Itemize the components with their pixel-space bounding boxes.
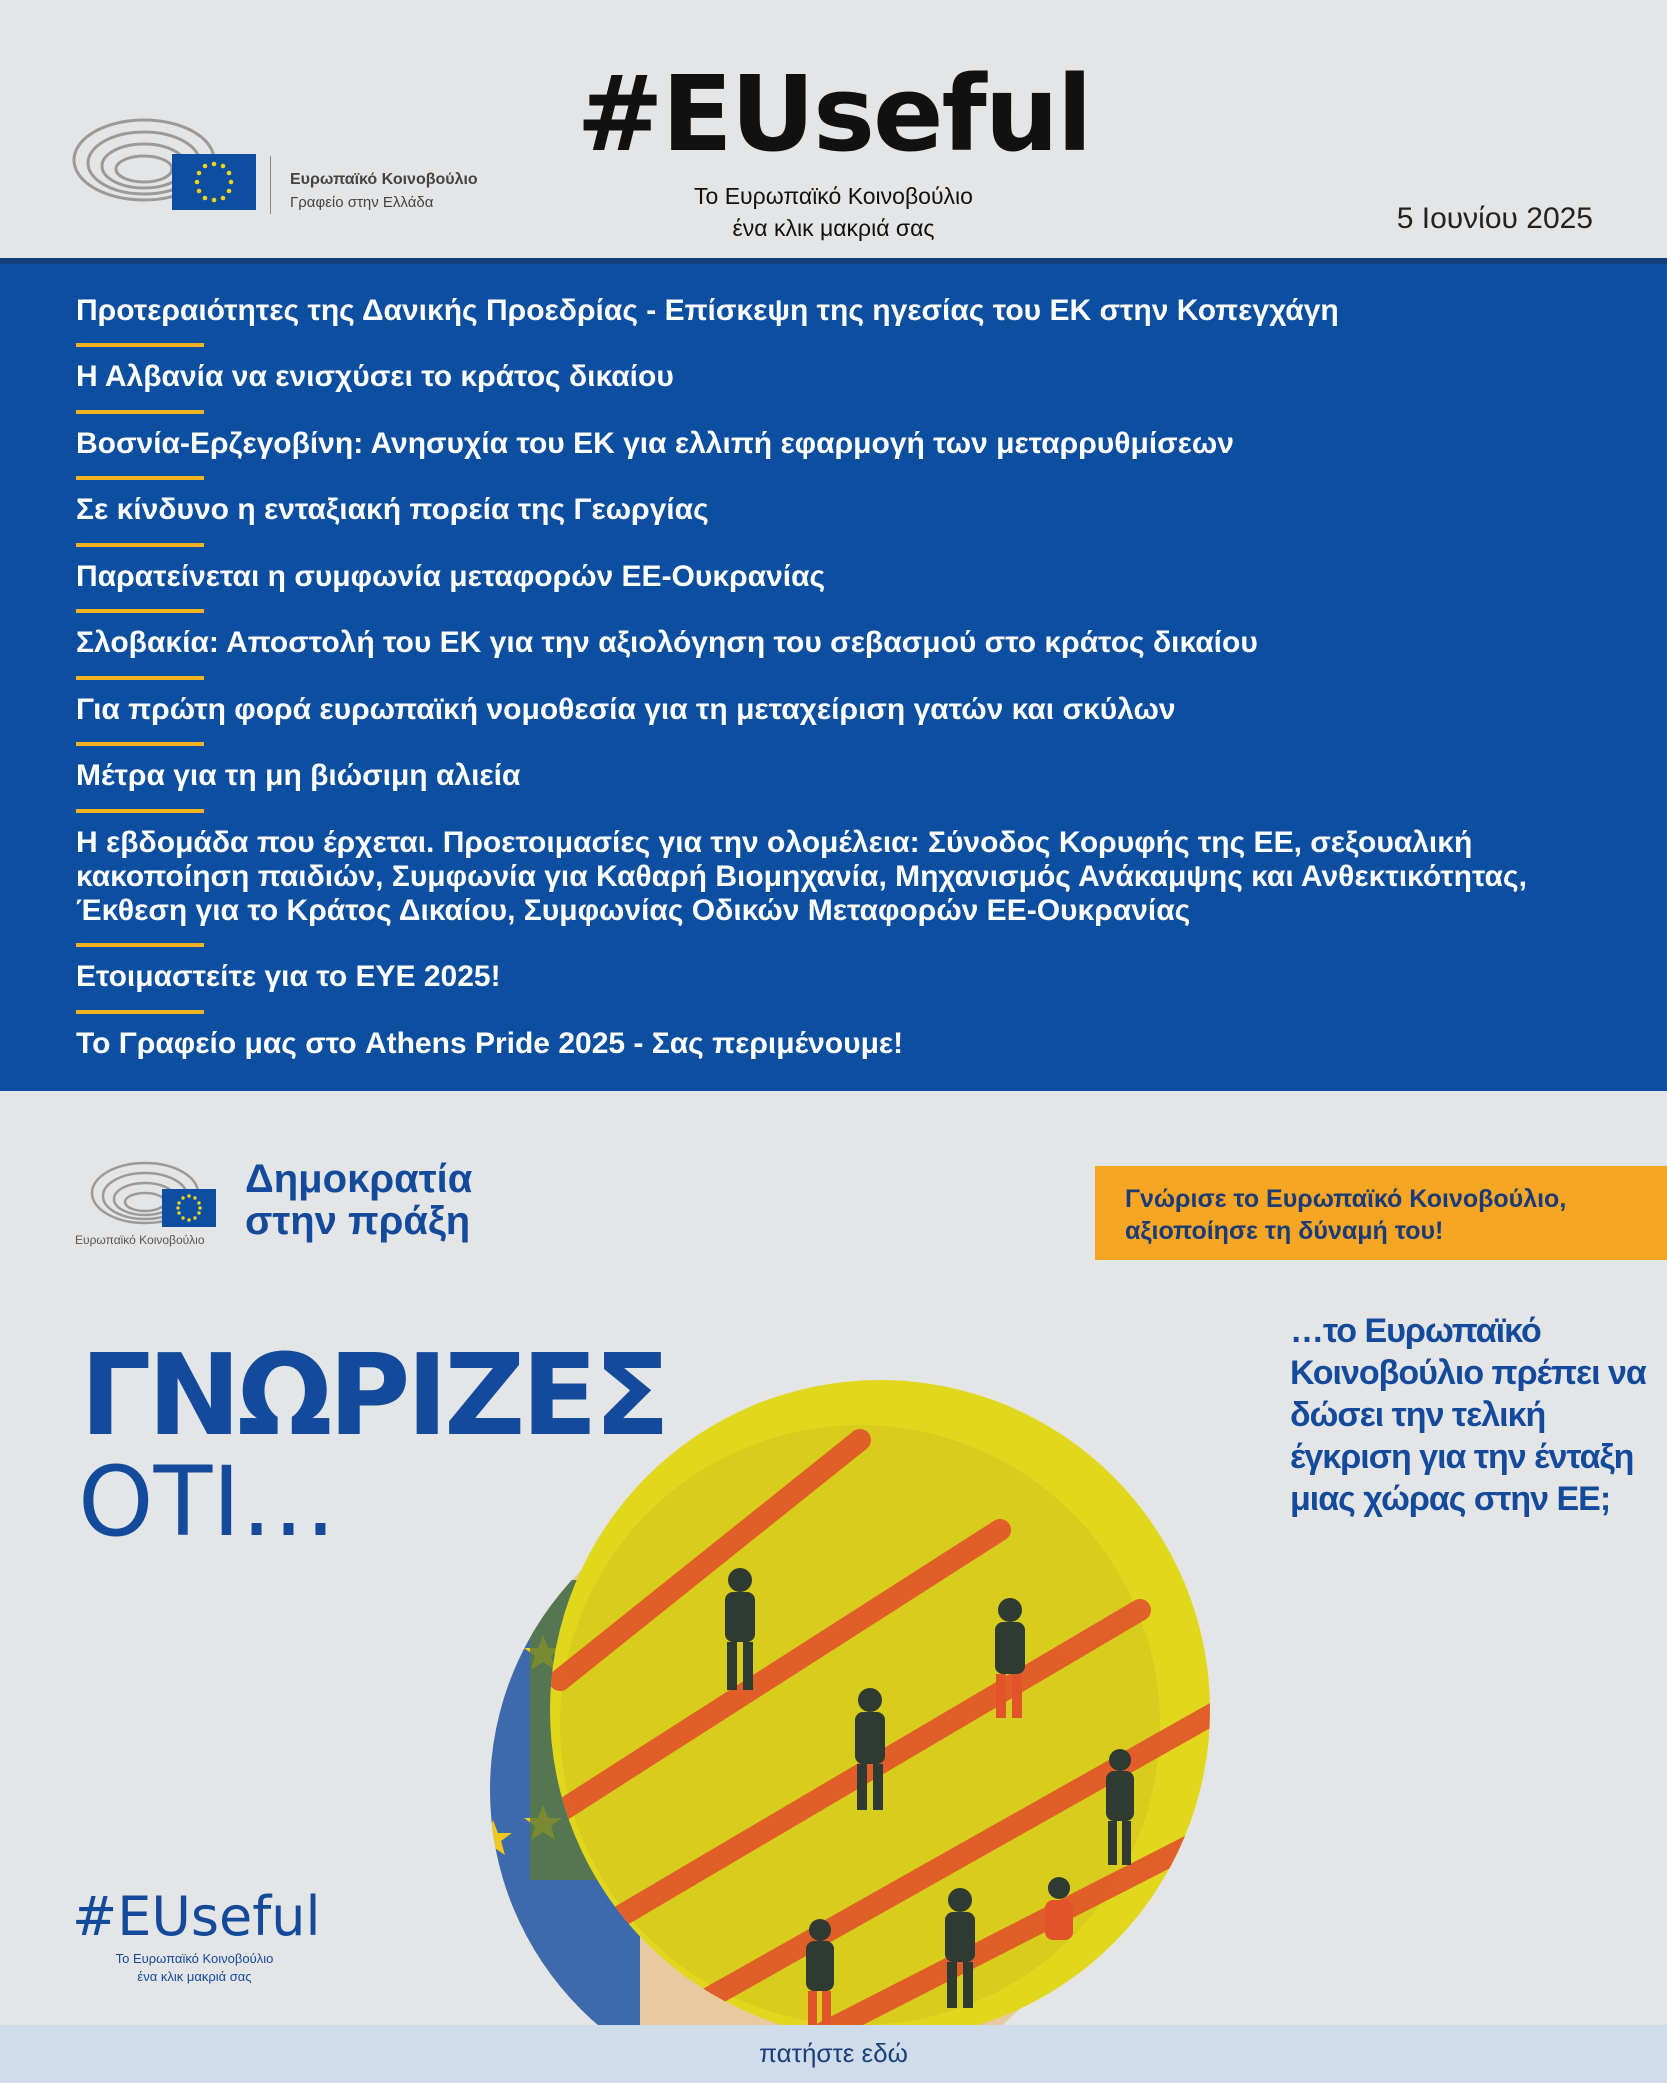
page-title: #EUseful (576, 53, 1091, 175)
header (0, 0, 1667, 256)
logo-name: Ευρωπαϊκό Κοινοβούλιο (290, 171, 478, 188)
bottom-brand-subtitle-line: Το Ευρωπαϊκό Κοινοβούλιο (115, 1951, 274, 1966)
news-link[interactable]: Ετοιμαστείτε για το ΕΥΕ 2025! (76, 960, 501, 993)
click-here-link[interactable]: πατήστε εδώ (0, 2025, 1667, 2083)
bottom-brand-subtitle-line: ένα κλικ μακριά σας (137, 1969, 252, 1984)
logo-office: Γραφείο στην Ελλάδα (290, 194, 434, 211)
demo-logo-caption: Ευρωπαϊκό Κοινοβούλιο (75, 1233, 205, 1247)
orange-banner-text (1125, 1183, 1566, 1247)
did-you-know-question: …το Ευρωπαϊκό Κοινοβούλιο πρέπει να δώσει την τελική έγκριση για την ένταξη μιας χώρας στην ΕΕ; (1290, 1312, 1646, 1518)
news-link[interactable]: Σλοβακία: Αποστολή του ΕΚ για την αξιολόγηση του σεβασμού στο κράτος δικαίου (76, 626, 1258, 659)
news-link[interactable]: Βοσνία-Ερζεγοβίνη: Ανησυχία του ΕΚ για ελλιπή εφαρμογή των μεταρρυθμίσεων (76, 427, 1234, 460)
news-link[interactable]: Το Γραφείο μας στο Athens Pride 2025 - Σας περιμένουμε! (76, 1027, 904, 1060)
news-divider (76, 609, 204, 613)
did-you-know-subheading: ΟΤΙ… (78, 1446, 337, 1558)
news-link[interactable]: Η εβδομάδα που έρχεται. Προετοιμασίες για την ολομέλεια: Σύνοδος Κορυφής της ΕΕ, σεξουαλική κακοποίηση παιδιών, Συμφωνία για Καθαρή Βιομηχανία, Μηχανισμός Ανάκαμψης και Ανθεκτικότητας, Έκθεση για το Κράτος Δικαίου, Συμφωνίας Οδικών Μεταφορών ΕΕ-Ουκρανίας (76, 826, 1527, 927)
news-divider (76, 676, 204, 680)
did-you-know-heading: ΓΝΩΡΙΖΕΣ (80, 1331, 667, 1461)
news-divider (76, 809, 204, 813)
news-divider (76, 943, 204, 947)
crowd-illustration (440, 1380, 1260, 2045)
democracy-title (245, 1158, 472, 1242)
bottom-brand-title: #EUseful (72, 1885, 321, 1948)
news-link[interactable]: Παρατείνεται η συμφωνία μεταφορών ΕΕ-Ουκρανίας (76, 560, 826, 593)
news-link[interactable]: Προτεραιότητες της Δανικής Προεδρίας - Επίσκεψη της ηγεσίας του ΕΚ στην Κοπεγχάγη (76, 294, 1339, 327)
banner-line: αξιοποίησε τη δύναμή του! (1125, 1217, 1444, 1245)
democracy-title-line: Δημοκρατία (245, 1157, 473, 1201)
news-divider (76, 410, 204, 414)
banner-line: Γνώρισε το Ευρωπαϊκό Κοινοβούλιο, (1125, 1185, 1567, 1213)
news-divider (76, 742, 204, 746)
democracy-title-line: στην πράξη (245, 1199, 471, 1243)
subtitle-line: Το Ευρωπαϊκό Κοινοβούλιο (694, 183, 973, 209)
bottom-brand-subtitle (72, 1950, 317, 1986)
news-divider (76, 343, 204, 347)
news-link[interactable]: Η Αλβανία να ενισχύσει το κράτος δικαίου (76, 360, 674, 393)
news-link[interactable]: Μέτρα για τη μη βιώσιμη αλιεία (76, 759, 521, 792)
news-list (0, 258, 1667, 1091)
news-link[interactable]: Σε κίνδυνο η ενταξιακή πορεία της Γεωργίας (76, 493, 709, 526)
news-divider (76, 476, 204, 480)
news-link[interactable]: Για πρώτη φορά ευρωπαϊκή νομοθεσία για τη μεταχείριση γατών και σκύλων (76, 693, 1176, 726)
news-divider (76, 1010, 204, 1014)
news-divider (76, 543, 204, 547)
issue-date: 5 Ιουνίου 2025 (1396, 202, 1593, 235)
subtitle-line: ένα κλικ μακριά σας (732, 215, 935, 241)
hemicycle-small-icon (90, 1153, 220, 1243)
